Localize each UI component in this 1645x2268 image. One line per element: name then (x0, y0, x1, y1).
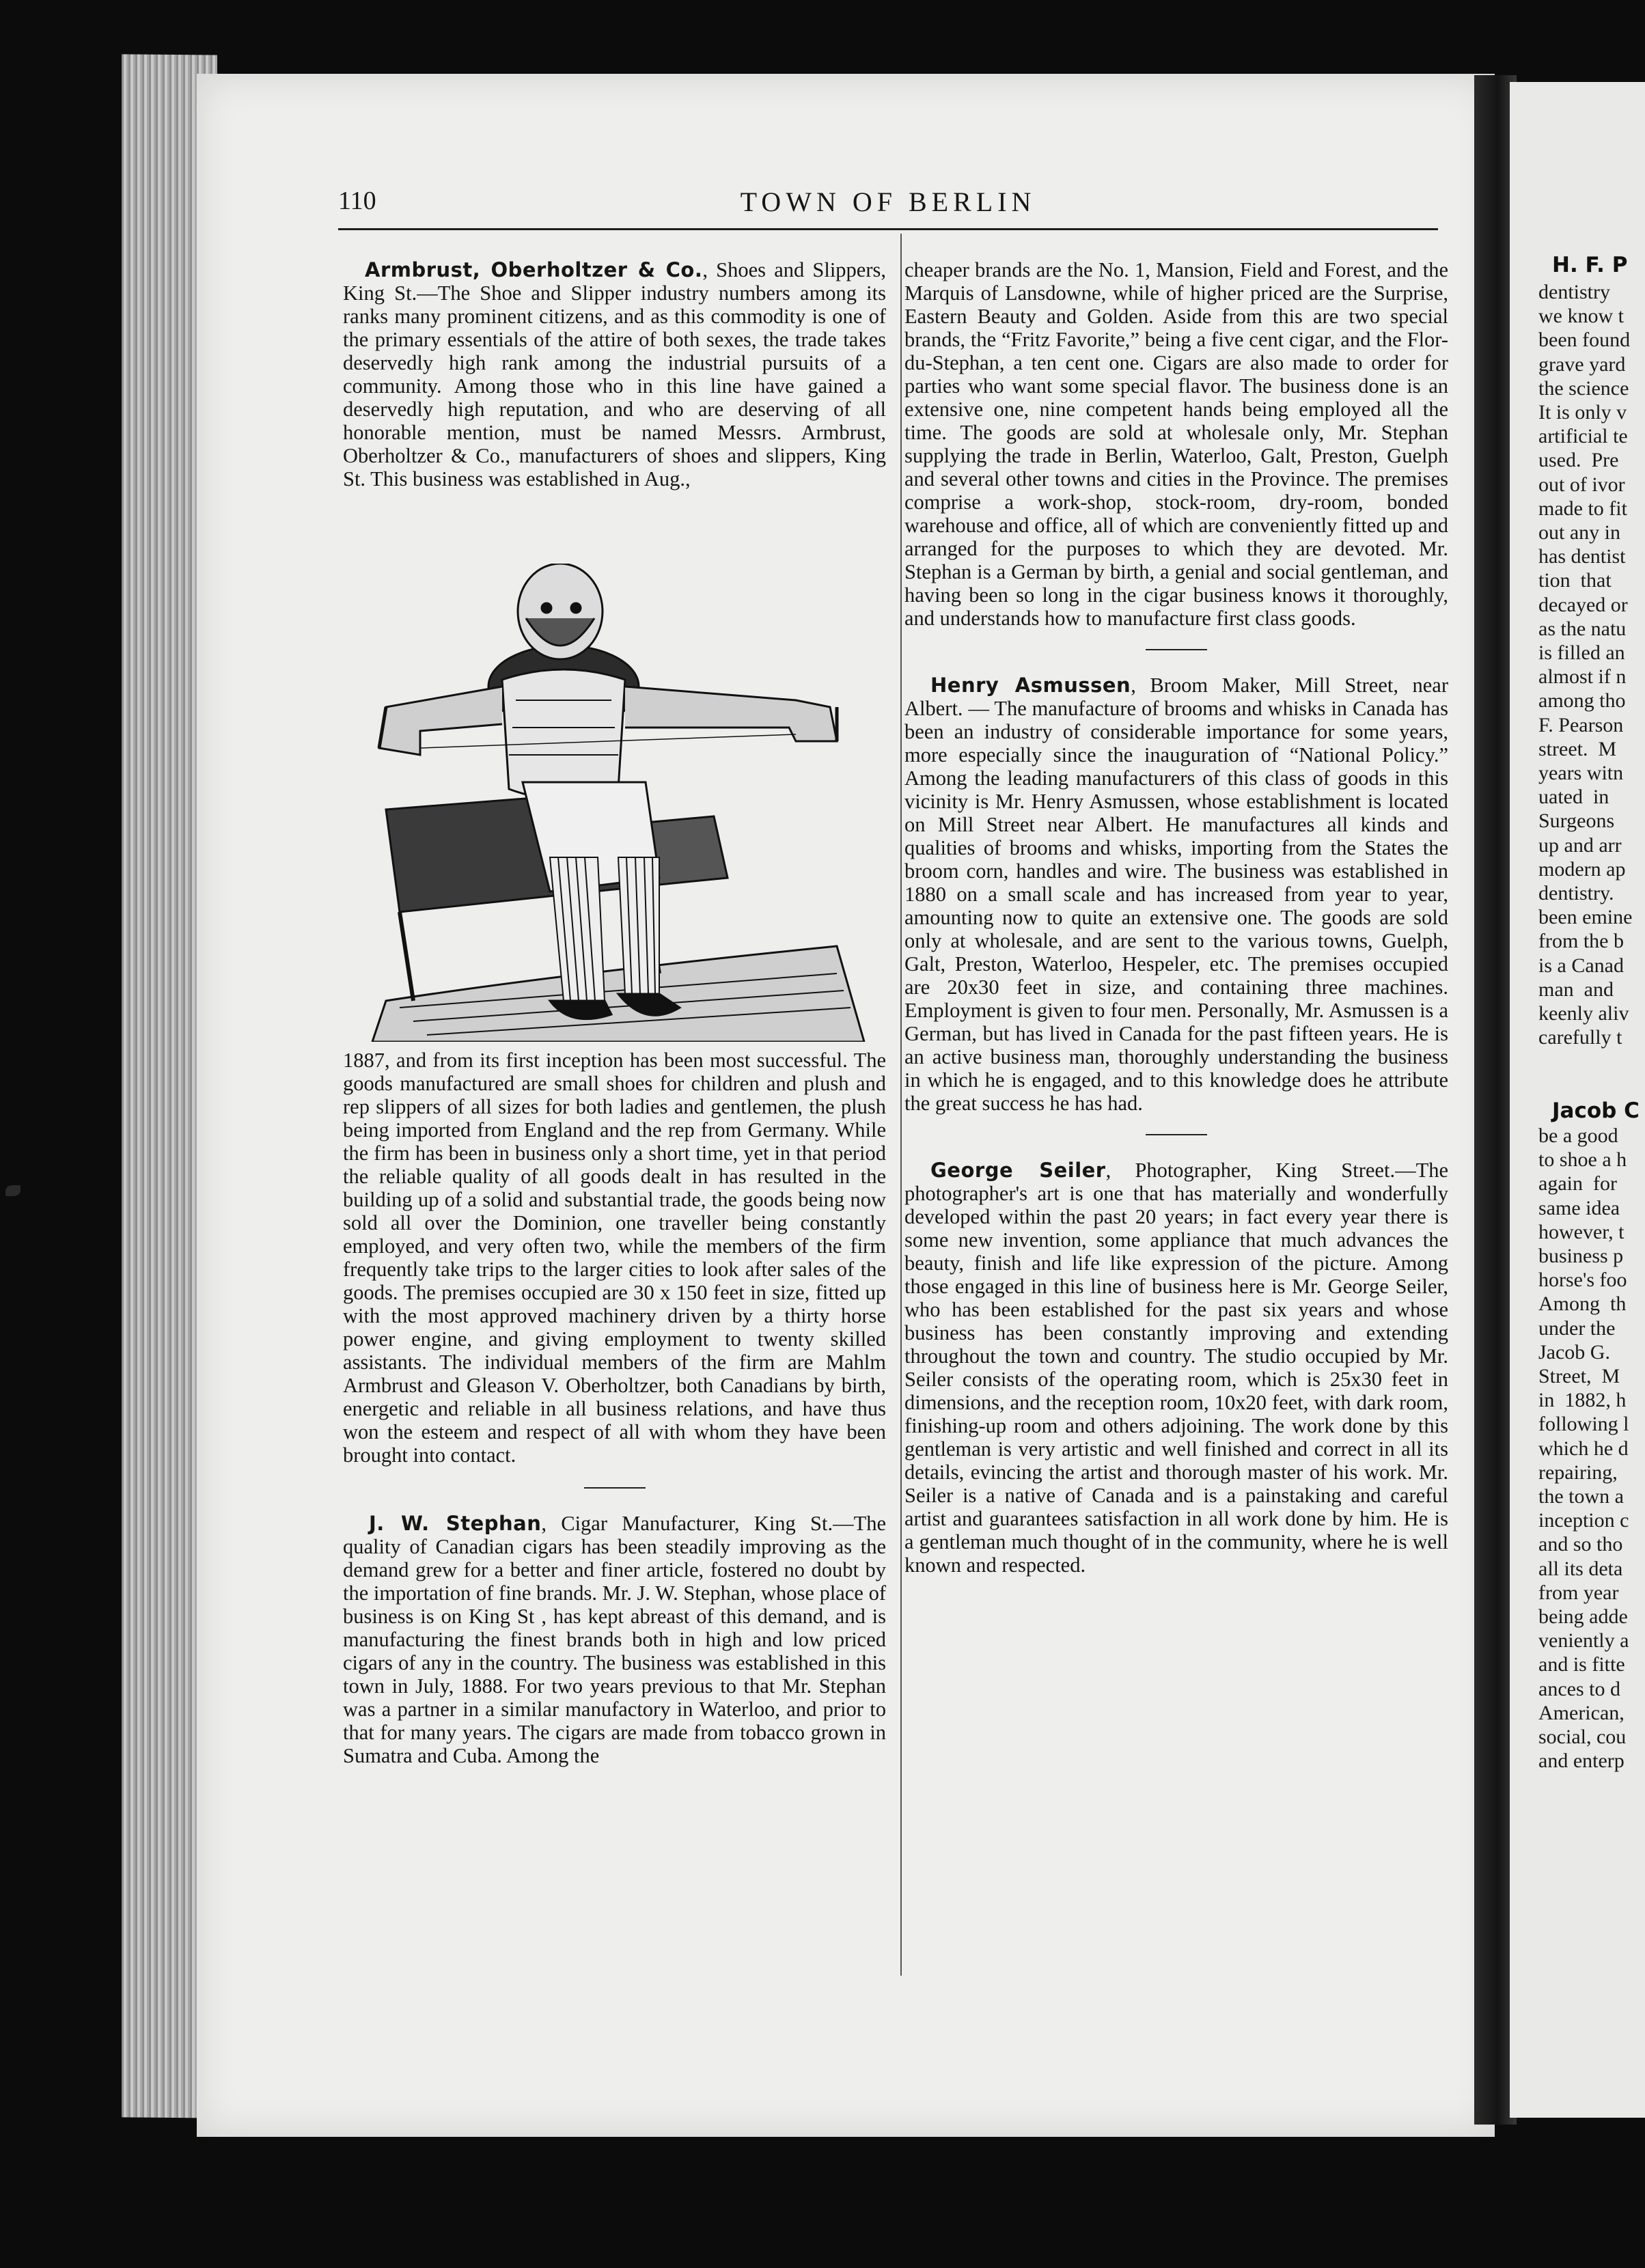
facing-page-line: out of ivor (1538, 473, 1625, 496)
facing-page-line: horse's foo (1538, 1269, 1627, 1292)
facing-page-line: social, cou (1538, 1726, 1627, 1748)
facing-page-line: Among th (1538, 1292, 1627, 1316)
facing-page-line: veniently a (1538, 1629, 1629, 1652)
facing-page-line: following l (1538, 1413, 1629, 1436)
facing-page-line: up and arr (1538, 833, 1622, 857)
facing-page-line: carefully t (1538, 1026, 1622, 1049)
facing-page-line: is a Canad (1538, 954, 1624, 977)
stephan-heading: J. W. Stephan (369, 1512, 542, 1535)
facing-page-line: in 1882, h (1538, 1389, 1627, 1412)
facing-page-line: made to fit (1538, 497, 1627, 520)
facing-page-line: is filled an (1538, 641, 1625, 664)
facing-page-line: being adde (1538, 1605, 1628, 1628)
facing-page-line: man and (1538, 978, 1614, 1001)
facing-page-line: we know t (1538, 305, 1624, 328)
facing-page-line: and so tho (1538, 1533, 1623, 1556)
section-divider (1146, 1134, 1207, 1135)
facing-page-line: dentistry (1538, 281, 1610, 303)
facing-page-line: to shoe a h (1538, 1148, 1627, 1172)
section-divider (584, 1487, 646, 1489)
facing-page-line: been found (1538, 329, 1631, 352)
facing-page-line: same idea (1538, 1196, 1620, 1219)
header-rule (338, 228, 1438, 230)
facing-page-line: used. Pre (1538, 449, 1619, 472)
column-rule (900, 234, 902, 1976)
facing-page-line: from the b (1538, 930, 1624, 953)
stephan-body: , Cigar Manufacturer, King St.—The quality of Canadian cigars has been steadily improving as the demand grew for a better and finer article, fostered no doubt by the importation of fine brands. Mr. J. W. Stephan, whose place of business is on King St , has kept abreast of this demand, and is manufacturing the finest brands both in high and low priced cigars of any in the country. The business was established in this town in July, 1888. For two years previous to that Mr. Stephan was a partner in a similar manufactory in Waterloo, and prior to that for many years. The cigars are made from tobacco grown in Sumatra and Cuba. Among the (343, 1512, 886, 1767)
armbrust-continued (343, 1049, 886, 1767)
facing-page-line: all its deta (1538, 1557, 1623, 1580)
facing-page-line: modern ap (1538, 857, 1626, 881)
facing-page-heading-1: H. F. P (1552, 253, 1628, 277)
running-head (338, 186, 1438, 220)
leaf-speck-icon (5, 1185, 20, 1196)
asmussen-heading: Henry Asmussen (930, 674, 1131, 697)
column-two (904, 258, 1448, 1577)
shoemaker-illustration (359, 564, 868, 1042)
page-number: 110 (338, 186, 376, 215)
asmussen-body: , Broom Maker, Mill Street, near Albert. — The manufacture of brooms and whisks in Canada has been an industry of considerable importance for some years, more especially since the inauguration of “National Policy.” Among the leading manufacturers of this class of goods in this vicinity is Mr. Henry Asmussen, whose establishment is located on Mill Street near Albert. He manufactures all kinds and qualities of brooms and whisks, importing from the States the broom corn, handles and wire. The business was established in 1880 on a small scale and has increased from year to year, amounting now to quite an extensive one. The goods are sold only at wholesale, and are sent to the various towns, Guelph, Galt, Preston, Waterloo, Hespeler, etc. The premises occupied are 20x30 feet in size, and containing three machines. Employment is given to four men. Personally, Mr. Asmussen is a German, but has lived in Canada for the past fifteen years. He is an active business man, thoroughly understanding the business in which he is engaged, and to this knowledge does he attribute the great success he has had. (904, 674, 1448, 1115)
facing-page (1510, 82, 1645, 2118)
facing-page-line: Street, M (1538, 1365, 1620, 1387)
armbrust-heading: Armbrust, Oberholtzer & Co. (365, 258, 703, 281)
page-title: TOWN OF BERLIN (740, 186, 1036, 217)
facing-page-line: inception c (1538, 1509, 1629, 1532)
facing-page-line: under the (1538, 1316, 1616, 1340)
facing-page-line: has dentist (1538, 545, 1626, 568)
facing-page-line: grave yard (1538, 352, 1626, 376)
facing-page-line: It is only v (1538, 401, 1627, 424)
facing-page-line: almost if n (1538, 665, 1627, 689)
armbrust-article (343, 258, 886, 490)
facing-page-line: uated in (1538, 786, 1609, 809)
facing-page-line: and is fitte (1538, 1653, 1625, 1676)
seiler-body: , Photographer, King Street.—The photographer's art is one that has materially and wonderfully developed within the past 20 years; in fact every year there is some new invention, some appliance that much advances the beauty, finish and life like expression of the picture. Among those engaged in this line of business here is Mr. George Seiler, who has been established for the past six years and whose business has been constantly improving and extending throughout the town and country. The studio occupied by Mr. Seiler consists of the operating room, which is 25x30 feet in dimensions, and the reception room, 10x20 feet, with dark room, finishing-up room and others adjoining. The work done by this gentleman is very artistic and well finished and correct in all its details, evincing the artist and thorough master of his work. Mr. Seiler is a native of Canada and is a painstaking and careful artist and guarantees satisfaction in all work done by him. He is a gentleman much thought of in the community, where he is well known and respected. (904, 1159, 1448, 1577)
facing-page-line: Jacob G. (1538, 1340, 1610, 1364)
facing-page-line: repairing, (1538, 1461, 1618, 1484)
stephan-continued: cheaper brands are the No. 1, Mansion, Field and Forest, and the Marquis of Lansdowne, while of higher priced are the Surprise, Eastern Beauty and Golden. Aside from this are two special brands, the “Fritz Favorite,” being a five cent cigar, and the Flor-du-Stephan, a ten cent one. Cigars are also made to order for parties who want some special flavor. The business done is an extensive one, nine competent hands being employed all the time. The goods are sold at wholesale only, Mr. Stephan supplying the trade in Berlin, Waterloo, Galt, Preston, Guelph and several other towns and cities in the Province. The premises comprise a work-shop, stock-room, dry-room, bonded warehouse and office, all of which are conveniently fitted up and arranged for the purposes to which they are devoted. Mr. Stephan is a German by birth, a genial and social gentleman, and having been so long in the cigar business knows it thoroughly, and understands how to manufacture first class goods. (904, 258, 1448, 630)
facing-page-line: street. M (1538, 737, 1617, 760)
facing-page-line: Surgeons (1538, 810, 1615, 833)
facing-page-line: American, (1538, 1701, 1625, 1724)
facing-page-line: the town a (1538, 1485, 1624, 1508)
facing-page-line: however, t (1538, 1220, 1625, 1243)
facing-page-line: keenly aliv (1538, 1002, 1629, 1025)
facing-page-line: decayed or (1538, 593, 1628, 616)
facing-page-line: been emine (1538, 906, 1633, 929)
facing-page-line: which he d (1538, 1437, 1629, 1460)
facing-page-line: again for (1538, 1172, 1617, 1195)
facing-page-line: among tho (1538, 689, 1626, 713)
facing-page-line: tion that (1538, 569, 1612, 592)
facing-page-line: dentistry. (1538, 882, 1614, 904)
facing-page-line: from year (1538, 1581, 1619, 1604)
section-divider (1146, 649, 1207, 650)
facing-page-heading-2: Jacob C (1552, 1098, 1640, 1123)
facing-page-line: out any in (1538, 521, 1620, 544)
facing-page-line: ances to d (1538, 1677, 1620, 1700)
facing-page-line: F. Pearson (1538, 713, 1624, 736)
facing-page-line: artificial te (1538, 425, 1628, 448)
facing-page-line: and enterp (1538, 1750, 1625, 1773)
armbrust-intro: , Shoes and Slippers, King St.—The Shoe and Slipper industry numbers among its ranks many prominent citizens, and as this commodity is one of the primary essentials of the attire of both sexes, the trade takes deservedly high rank among the industrial pursuits of a community. Among those who in this line have gained a deservedly high reputation, and who are deserving of all honorable mention, must be named Messrs. Armbrust, Oberholtzer & Co., manufacturers of shoes and slippers, King St. This business was established in Aug., (343, 258, 886, 490)
facing-page-line: be a good (1538, 1124, 1618, 1147)
facing-page-line: business p (1538, 1245, 1624, 1267)
armbrust-body: 1887, and from its first inception has been most successful. The goods manufactured are small shoes for children and plush and rep slippers of all sizes for both ladies and gentlemen, the plush being imported from England and the rep from Germany. While the firm has been in business only a short time, yet in that period the reliable quality of all goods dealt in has resulted in the building up of a solid and substantial trade, the goods being now sold all over the Dominion, one traveller being constantly employed, and very often two, while the members of the firm frequently take trips to the larger cities to look after sales of the goods. The premises occupied are 30 x 150 feet in size, fitted up with the most approved machinery driven by a thirty horse power engine, and giving employment to twenty skilled assistants. The individual members of the firm are Mahlm Armbrust and Gleason V. Oberholtzer, both Canadians by birth, energetic and reliable in all business relations, and have thus won the esteem and respect of all with whom they have been brought into contact. (343, 1049, 886, 1467)
facing-page-line: as the natu (1538, 617, 1627, 640)
facing-page-line: years witn (1538, 762, 1624, 784)
facing-page-line: the science (1538, 376, 1629, 400)
seiler-heading: George Seiler (930, 1159, 1106, 1182)
